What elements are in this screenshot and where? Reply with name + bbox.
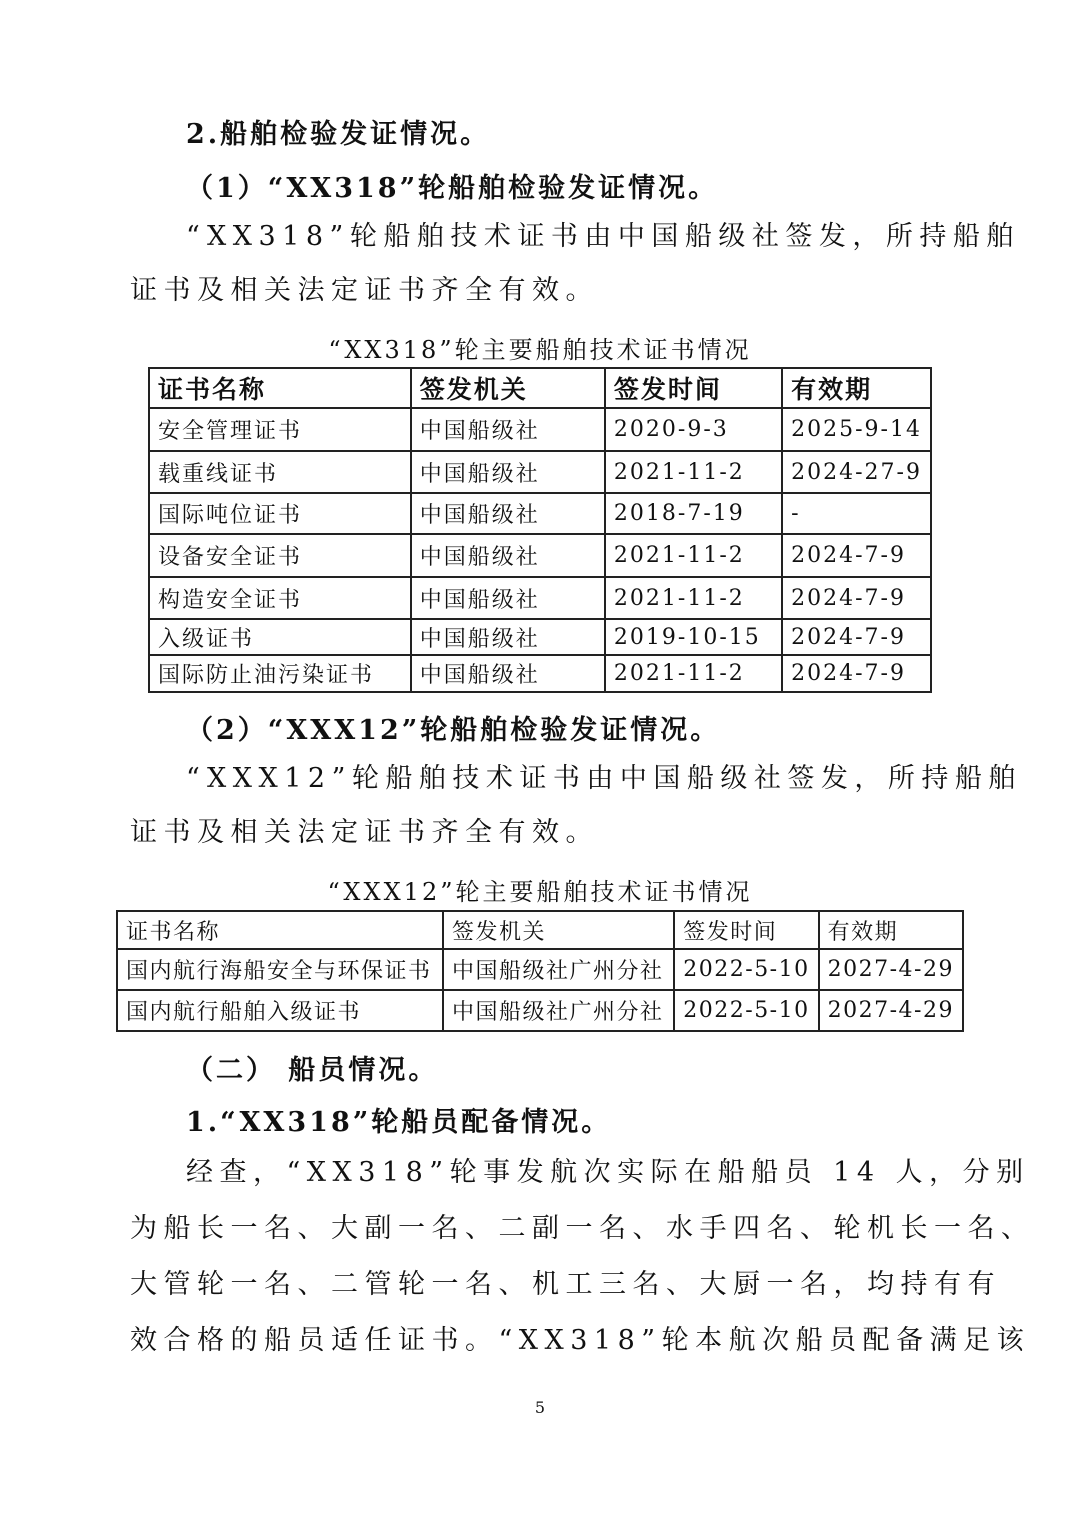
table-cell: 中国船级社 xyxy=(411,408,605,451)
table-row xyxy=(149,493,931,534)
table-cell: 中国船级社 xyxy=(411,577,605,619)
table-row xyxy=(149,534,931,577)
table-cell: 安全管理证书 xyxy=(149,408,411,451)
table-cell: 构造安全证书 xyxy=(149,577,411,619)
table-cell: 2020-9-3 xyxy=(605,408,782,451)
table-header-cell: 证书名称 xyxy=(117,911,443,949)
table-cell: 2027-4-29 xyxy=(819,990,963,1031)
table-cell: 2021-11-2 xyxy=(605,534,782,577)
table-cell: 中国船级社 xyxy=(411,534,605,577)
table-cell: 2018-7-19 xyxy=(605,493,782,534)
table-cell: 2022-5-10 xyxy=(674,990,818,1031)
table-header-row xyxy=(117,911,963,949)
table-cell: 2025-9-14 xyxy=(782,408,931,451)
table-header-row xyxy=(149,368,931,408)
table-cell: 中国船级社 xyxy=(411,655,605,692)
subsection-1-paragraph-line-1: “XX318”轮船舶技术证书由中国船级社签发，所持船舶 xyxy=(186,221,1020,252)
table-cell: - xyxy=(782,493,931,534)
table-cell: 中国船级社广州分社 xyxy=(443,949,674,990)
table-1 xyxy=(148,367,932,693)
table-row xyxy=(149,408,931,451)
table-cell: 中国船级社 xyxy=(411,493,605,534)
table-header-cell: 有效期 xyxy=(782,368,931,408)
crew-paragraph-line-1: 经查，“XX318”轮事发航次实际在船船员 14 人，分别 xyxy=(186,1157,1030,1188)
table-row xyxy=(117,990,963,1031)
table-cell: 2024-7-9 xyxy=(782,655,931,692)
table-cell: 2027-4-29 xyxy=(819,949,963,990)
section-title: 2.船舶检验发证情况。 xyxy=(186,119,491,150)
table-2-caption: “XXX12”轮主要船舶技术证书情况 xyxy=(327,878,753,906)
table-cell: 2019-10-15 xyxy=(605,619,782,655)
table-row xyxy=(149,577,931,619)
crew-heading: 1.“XX318”轮船员配备情况。 xyxy=(186,1107,612,1138)
crew-paragraph-line-3: 大管轮一名、二管轮一名、机工三名、大厨一名，均持有有 xyxy=(130,1269,1001,1300)
table-cell: 载重线证书 xyxy=(149,451,411,493)
table-2 xyxy=(116,910,964,1032)
subsection-2-paragraph-line-1: “XXX12”轮船舶技术证书由中国船级社签发，所持船舶 xyxy=(186,763,1022,794)
table-cell: 2021-11-2 xyxy=(605,577,782,619)
table-header-cell: 签发时间 xyxy=(674,911,818,949)
table-header-cell: 签发机关 xyxy=(411,368,605,408)
table-cell: 2022-5-10 xyxy=(674,949,818,990)
table-cell: 中国船级社广州分社 xyxy=(443,990,674,1031)
subsection-1-heading: （1）“XX318”轮船舶检验发证情况。 xyxy=(186,173,719,204)
table-cell: 中国船级社 xyxy=(411,619,605,655)
table-header-cell: 签发时间 xyxy=(605,368,782,408)
table-cell: 中国船级社 xyxy=(411,451,605,493)
table-cell: 2021-11-2 xyxy=(605,451,782,493)
crew-paragraph-line-4: 效合格的船员适任证书。“XX318”轮本航次船员配备满足该 xyxy=(130,1325,1031,1356)
crew-paragraph-line-2: 为船长一名、大副一名、二副一名、水手四名、轮机长一名、 xyxy=(130,1213,1035,1244)
table-cell: 国内航行海船安全与环保证书 xyxy=(117,949,443,990)
table-cell: 国内航行船舶入级证书 xyxy=(117,990,443,1031)
table-cell: 设备安全证书 xyxy=(149,534,411,577)
table-1-caption: “XX318”轮主要船舶技术证书情况 xyxy=(328,336,752,364)
table-header-cell: 签发机关 xyxy=(443,911,674,949)
table-cell: 2024-7-9 xyxy=(782,619,931,655)
table-cell: 入级证书 xyxy=(149,619,411,655)
subsection-2-heading: （2）“XXX12”轮船舶检验发证情况。 xyxy=(186,715,721,746)
subsection-2-paragraph-line-2: 证书及相关法定证书齐全有效。 xyxy=(130,817,599,848)
table-header-cell: 有效期 xyxy=(819,911,963,949)
table-cell: 国际吨位证书 xyxy=(149,493,411,534)
table-row xyxy=(149,619,931,655)
table-cell: 2024-27-9 xyxy=(782,451,931,493)
subsection-1-paragraph-line-2: 证书及相关法定证书齐全有效。 xyxy=(130,275,599,306)
section-2-title: （二） 船员情况。 xyxy=(186,1055,439,1086)
table-cell: 2024-7-9 xyxy=(782,577,931,619)
table-row xyxy=(149,655,931,692)
table-cell: 国际防止油污染证书 xyxy=(149,655,411,692)
table-row xyxy=(149,451,931,493)
table-cell: 2021-11-2 xyxy=(605,655,782,692)
table-cell: 2024-7-9 xyxy=(782,534,931,577)
table-header-cell: 证书名称 xyxy=(149,368,411,408)
page-number: 5 xyxy=(534,1398,546,1417)
table-row xyxy=(117,949,963,990)
